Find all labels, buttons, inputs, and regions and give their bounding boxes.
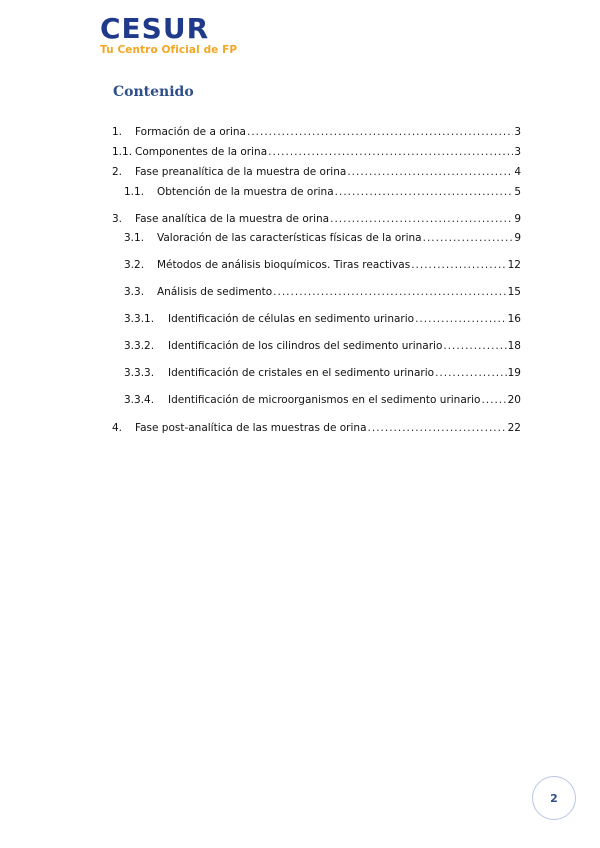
toc-entry-label: Identificación de cristales en el sedimento urinario	[168, 367, 435, 379]
toc-entry[interactable]	[112, 165, 521, 179]
toc-leader-dots	[443, 339, 506, 353]
toc-entry-number: 3.	[112, 213, 123, 225]
toc-entry-number: 3.2.	[124, 259, 145, 271]
toc-entry-number: 1.1.	[112, 146, 133, 158]
toc-leader-dots	[435, 366, 507, 380]
toc-title: Contenido	[113, 84, 194, 100]
toc-entry-page: 16	[507, 313, 521, 325]
toc-entry[interactable]	[112, 212, 521, 226]
toc-entry-page: 18	[507, 340, 521, 352]
toc-entry[interactable]	[112, 421, 521, 435]
toc-entry[interactable]	[124, 258, 521, 272]
toc-leader-dots	[268, 145, 513, 159]
cesur-logo	[100, 14, 237, 56]
toc-entry-label: Identificación de los cilindros del sedimento urinario	[168, 340, 443, 352]
toc-entry-number: 3.1.	[124, 232, 145, 244]
toc-entry-page: 5	[514, 186, 521, 198]
toc-entry-number: 2.	[112, 166, 123, 178]
toc-entry-page: 4	[514, 166, 521, 178]
toc-entry[interactable]	[124, 339, 521, 353]
toc-entry-number: 1.	[112, 126, 123, 138]
toc-entry-label: Análisis de sedimento	[157, 286, 273, 298]
toc-leader-dots	[347, 165, 513, 179]
toc-entry-page: 12	[507, 259, 521, 271]
toc-entry-page: 19	[507, 367, 521, 379]
toc-leader-dots	[368, 421, 507, 435]
toc-leader-dots	[411, 258, 506, 272]
toc-entry-number: 3.3.1.	[124, 313, 155, 325]
toc-entry-page: 3	[514, 126, 521, 138]
logo-tagline: Tu Centro Oficial de FP	[100, 44, 238, 56]
toc-leader-dots	[273, 285, 506, 299]
toc-entry[interactable]	[124, 393, 521, 407]
toc-entry-number: 3.3.2.	[124, 340, 155, 352]
page-number-badge	[532, 776, 576, 820]
toc-entry[interactable]	[124, 231, 521, 245]
toc-entry-page: 9	[514, 213, 521, 225]
toc-leader-dots	[247, 125, 513, 139]
toc-entry-number: 3.3.	[124, 286, 145, 298]
toc-entry-page: 9	[514, 232, 521, 244]
toc-entry-label: Valoración de las características físicas de la orina	[157, 232, 422, 244]
toc-entry-label: Componentes de la orina	[135, 146, 268, 158]
toc-leader-dots	[335, 185, 514, 199]
toc-entry[interactable]	[124, 312, 521, 326]
toc-leader-dots	[415, 312, 507, 326]
toc-entry[interactable]	[112, 145, 521, 159]
toc-leader-dots	[481, 393, 506, 407]
toc-entry-number: 3.3.4.	[124, 394, 155, 406]
toc-leader-dots	[330, 212, 513, 226]
toc-entry-label: Identificación de células en sedimento urinario	[168, 313, 415, 325]
toc-leader-dots	[423, 231, 514, 245]
toc-entry-label: Fase analítica de la muestra de orina	[135, 213, 330, 225]
page-number: 2	[550, 791, 558, 805]
toc-entry-label: Formación de a orina	[135, 126, 246, 138]
toc-entry-page: 20	[507, 394, 521, 406]
toc-entry-page: 22	[507, 422, 521, 434]
toc-entry[interactable]	[112, 125, 521, 139]
toc-entry-number: 4.	[112, 422, 123, 434]
toc-entry-number: 1.1.	[124, 186, 145, 198]
toc-entry[interactable]	[124, 185, 521, 199]
logo-wordmark: CESUR	[100, 12, 210, 45]
toc-entry-label: Fase post-analítica de las muestras de orina	[135, 422, 367, 434]
toc-entry-page: 3	[514, 146, 521, 158]
toc-entry-page: 15	[507, 286, 521, 298]
toc-entry-label: Fase preanalítica de la muestra de orina	[135, 166, 347, 178]
toc-entry-label: Métodos de análisis bioquímicos. Tiras reactivas	[157, 259, 411, 271]
toc-entry[interactable]	[124, 366, 521, 380]
toc-entry-label: Obtención de la muestra de orina	[157, 186, 334, 198]
toc-entry[interactable]	[124, 285, 521, 299]
toc-entry-label: Identificación de microorganismos en el sedimento urinario	[168, 394, 481, 406]
toc-entry-number: 3.3.3.	[124, 367, 155, 379]
